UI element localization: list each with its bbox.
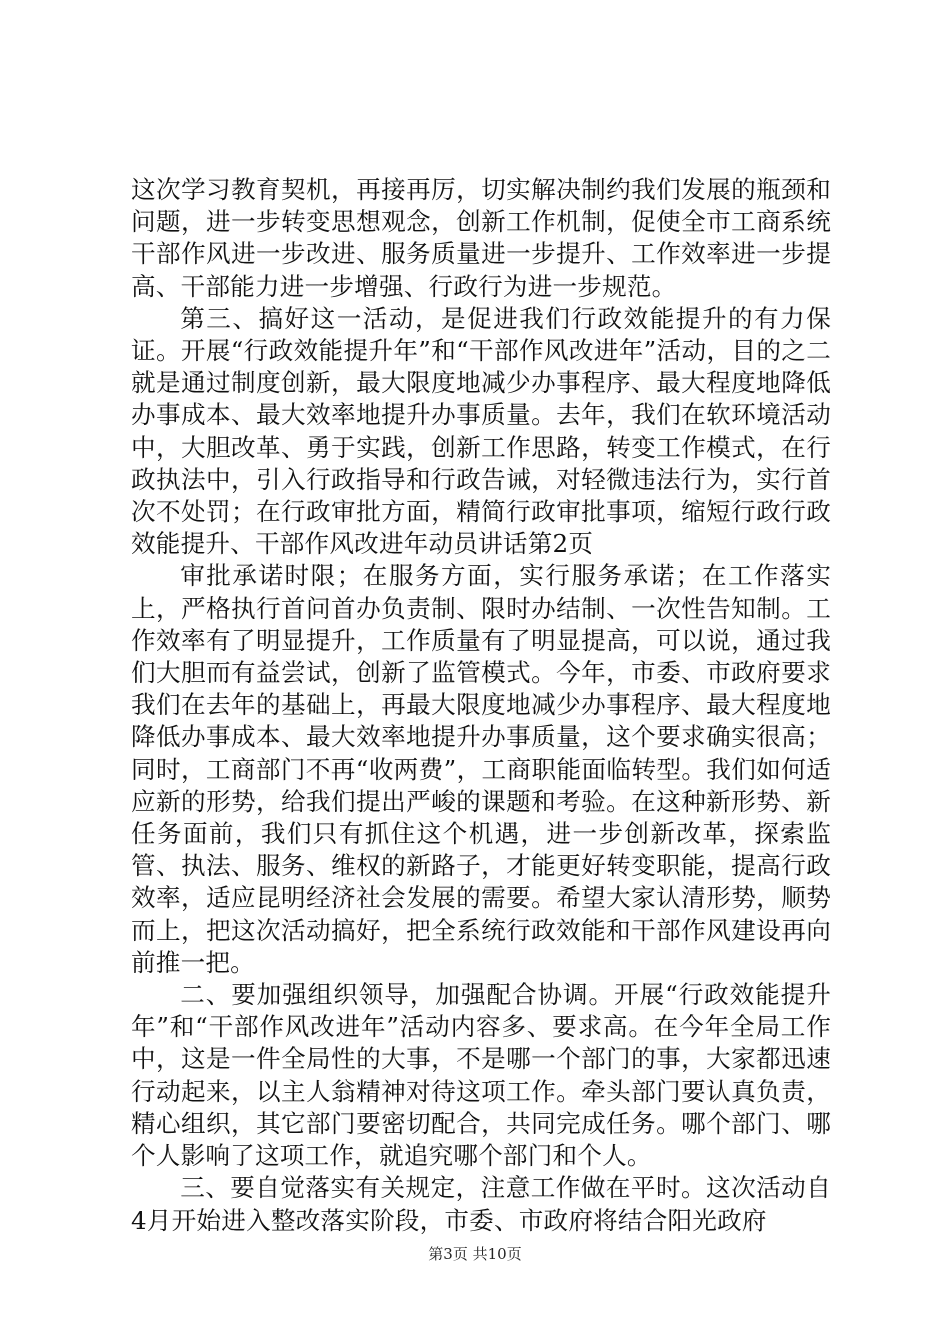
paragraph-third-point: 第三、搞好这一活动，是促进我们行政效能提升的有力保证。开展“行政效能提升年”和“干部作风改进年”活动，目的之二就是通过制度创新，最大限度地减少办事程序、最大程度地降低办事成本、最大效率地提升办事质量。去年，我们在软环境活动中，大胆改革、勇于实践，创新工作思路，转变工作模式，在行政执法中，引入行政指导和行政告诫，对轻微违法行为，实行首次不处罚；在行政审批方面，精简行政审批事项，缩短行政行政效能提升、干部作风改进年动员讲话第2页 [131, 303, 831, 559]
paragraph-continuation: 这次学习教育契机，再接再厉，切实解决制约我们发展的瓶颈和问题，进一步转变思想观念，创新工作机制，促使全市工商系统干部作风进一步改进、服务质量进一步提升、工作效率进一步提高、干部能力进一步增强、行政行为进一步规范。 [131, 175, 831, 301]
page-footer: 第3页 共10页 [428, 1245, 522, 1263]
document-body [131, 174, 831, 1237]
paragraph-approval-commitment: 审批承诺时限；在服务方面，实行服务承诺；在工作落实上，严格执行首问首办负责制、限时办结制、一次性告知制。工作效率有了明显提升，工作质量有了明显提高，可以说，通过我们大胆而有益尝试，创新了监管模式。今年，市委、市政府要求我们在去年的基础上，再最大限度地减少办事程序、最大程度地降低办事成本、最大效率地提升办事质量，这个要求确实很高；同时，工商部门不再“收两费”，工商职能面临转型。我们如何适应新的形势，给我们提出严峻的课题和考验。在这种新形势、新任务面前，我们只有抓住这个机遇，进一步创新改革，探索监管、执法、服务、维权的新路子，才能更好转变职能，提高行政效率，适应昆明经济社会发展的需要。希望大家认清形势，顺势而上，把这次活动搞好，把全系统行政效能和干部作风建设再向前推一把。 [131, 561, 831, 977]
paragraph-implement-regulations: 三、要自觉落实有关规定，注意工作做在平时。这次活动自4月开始进入整改落实阶段，市委、市政府将结合阳光政府 [131, 1173, 831, 1235]
paragraph-organization-leadership: 二、要加强组织领导，加强配合协调。开展“行政效能提升年”和“干部作风改进年”活动内容多、要求高。在今年全局工作中，这是一件全局性的大事，不是哪一个部门的事，大家都迅速行动起来，以主人翁精神对待这项工作。牵头部门要认真负责，精心组织，其它部门要密切配合，共同完成任务。哪个部门、哪个人影响了这项工作，就追究哪个部门和个人。 [131, 980, 831, 1171]
